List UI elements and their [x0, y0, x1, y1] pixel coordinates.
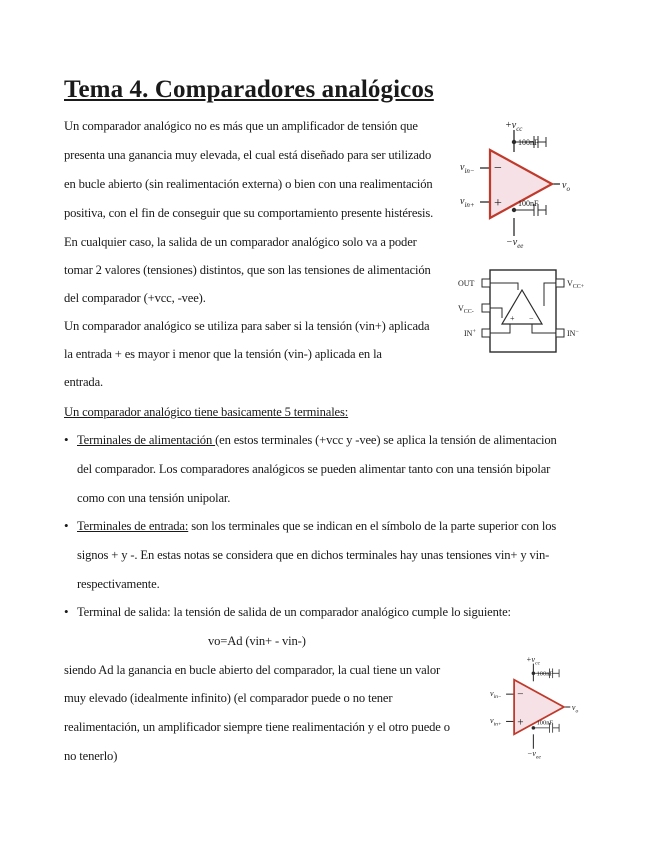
page-title: Tema 4. Comparadores analógicos [64, 76, 434, 103]
bullet-item-output: Terminal de salida: la tensión de salida de un comparador analógico cumple lo siguiente: [77, 605, 511, 619]
bullet-item-power [77, 432, 557, 448]
intro-line: del comparador (+vcc, -vee). [64, 291, 206, 305]
pin-in-minus-label: IN− [567, 329, 579, 338]
intro-line: Un comparador analógico se utiliza para saber si la tensión (vin+) aplicada [64, 319, 430, 333]
closing-line: muy elevado (idealmente infinito) (el comparador puede o no tener [64, 691, 393, 705]
plus-sign: + [494, 196, 502, 211]
plus-sign: + [517, 716, 524, 729]
pin-vcc-minus [482, 304, 490, 312]
pin-out [482, 279, 490, 287]
capacitor-label: 100nF [518, 199, 539, 208]
bullet-text: (en estos terminales (+vcc y -vee) se aplica la tensión de alimentacion [215, 433, 557, 447]
intro-line: la entrada + es mayor i menor que la tensión (vin-) aplicada en la [64, 347, 382, 361]
package-pinout-diagram [458, 266, 590, 358]
intro-line: tomar 2 valores (tensiones) distintos, que son las tensiones de alimentación [64, 263, 431, 277]
vin-minus-label: $v_{in-}$ [490, 688, 502, 701]
bullet-line: respectivamente. [77, 577, 160, 591]
vin-minus-label: $v_{in-}$ [460, 162, 475, 175]
pin-vcc-minus-label: $V_{CC-}$ [458, 304, 474, 315]
vee-label: $-v_{ee}$ [526, 748, 541, 761]
intro-line: positiva, con el fin de conseguir que su comportamiento presente histéresis. [64, 206, 434, 220]
internal-minus-sign: − [529, 314, 534, 323]
pin-in-plus [482, 329, 490, 337]
pin-in-plus-label: IN+ [464, 329, 476, 338]
vcc-label: $+v_{cc}$ [505, 120, 523, 133]
capacitor-label: 100nF [536, 670, 553, 678]
intro-line: presenta una ganancia muy elevada, el cual está diseñado para ser utilizado [64, 148, 432, 162]
formula: vo=Ad (vin+ - vin-) [208, 634, 306, 648]
bullet-item-inputs [77, 518, 556, 534]
opamp-diagram-top [456, 118, 586, 250]
capacitor-label: 100nF [518, 138, 539, 147]
bullet-line: del comparador. Los comparadores analógicos se pueden alimentar tanto con una tensión bipolar [77, 462, 551, 476]
intro-line: En cualquier caso, la salida de un comparador analógico solo va a poder [64, 235, 417, 249]
bullet-line: signos + y -. En estas notas se considera que en dichos terminales hay unas tensiones vin+ y vin- [77, 548, 550, 562]
pin-in-minus [556, 329, 564, 337]
intro-line: Un comparador analógico no es más que un amplificador de tensión que [64, 119, 418, 133]
bullet-text: son los terminales que se indican en el símbolo de la parte superior con los [188, 519, 557, 533]
bullet-label: Terminales de alimentación [77, 433, 216, 447]
minus-sign: − [494, 161, 502, 176]
closing-line: realimentación, un amplificador siempre tiene realimentación y el otro puede o [64, 720, 450, 734]
closing-line: no tenerlo) [64, 749, 118, 763]
opamp-diagram-bottom [484, 654, 594, 760]
bullet-label: Terminales de entrada: [77, 519, 189, 533]
terminals-heading: Un comparador analógico tiene basicamente 5 terminales: [64, 405, 349, 419]
intro-line: entrada. [64, 375, 104, 389]
vin-plus-label: $v_{in+}$ [490, 716, 502, 728]
internal-plus-sign: + [510, 314, 515, 323]
pin-vcc-plus-label: $V_{CC+}$ [567, 279, 585, 290]
vo-label: $v_o$ [562, 180, 570, 193]
bullet-marker: • [64, 604, 69, 619]
closing-line: siendo Ad la ganancia en bucle abierto del comparador, la cual tiene un valor [64, 663, 441, 677]
minus-sign: − [517, 688, 524, 701]
pin-vcc-plus [556, 279, 564, 287]
pin-out-label: OUT [458, 279, 475, 288]
vee-label: $-v_{ee}$ [506, 237, 524, 250]
vcc-label: $+v_{cc}$ [526, 655, 541, 667]
bullet-line: como con una tensión unipolar. [77, 491, 231, 505]
vo-label: $v_o$ [571, 703, 579, 715]
capacitor-label: 100nF [536, 719, 553, 727]
vin-plus-label: $v_{in+}$ [460, 196, 475, 209]
bullet-marker: • [64, 518, 69, 533]
intro-line: en bucle abierto (sin realimentación externa) o bien con una realimentación [64, 177, 433, 191]
bullet-marker: • [64, 432, 69, 447]
